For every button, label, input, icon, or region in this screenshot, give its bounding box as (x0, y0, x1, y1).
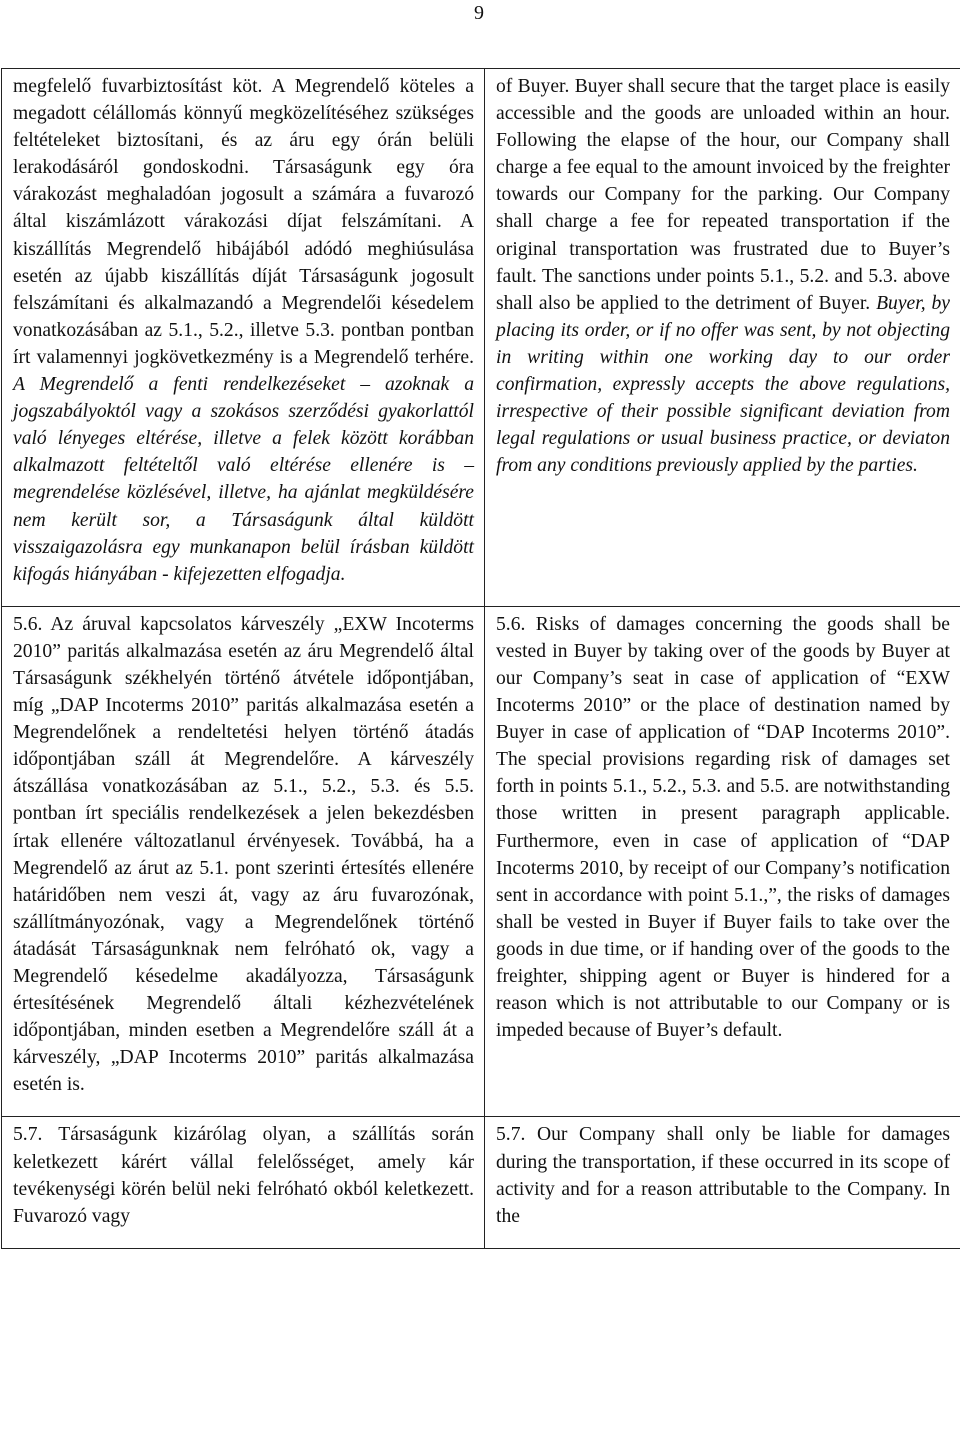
hungarian-cell (2, 1117, 485, 1248)
hungarian-paragraph (13, 611, 474, 1099)
english-paragraph (496, 611, 950, 1045)
hungarian-text: 5.7. Társaságunk kizárólag olyan, a szállítás során keletkezett kárért vállal felelősséget, amely kár tevékenységi körén belül neki felróható okból keletkezett. Fuvarozó vagy (13, 1124, 474, 1227)
english-italic-text: Buyer, by placing its order, or if no offer was sent, by not objecting in writing within one working day to our order confirmation, expressly accepts the above regulations, irrespective of their possible significant deviation from legal regulations or usual business practice, or deviaton from any conditions previously applied by the parties. (496, 292, 950, 477)
english-cell (485, 69, 960, 607)
hungarian-paragraph (13, 1121, 474, 1229)
bilingual-terms-table (1, 68, 960, 1249)
table-row (2, 1117, 960, 1248)
english-cell (485, 1117, 960, 1248)
english-text: 5.6. Risks of damages concerning the goods shall be vested in Buyer by taking over of the goods by Buyer at our Company’s seat in case of application of “EXW Incoterms 2010” or the place of destination named by Buyer in case of application of “DAP Incoterms 2010”. The special provisions regarding risk of damages set forth in points 5.1., 5.2., 5.3. and 5.5. are notwithstanding those written in present paragraph applicable. Furthermore, even in case of application of “DAP Incoterms 2010, by receipt of our Company’s notification sent in accordance with point 5.1.,”, the risks of damages shall be vested in Buyer if Buyer fails to take over the goods in due time, or if handing over of the goods to the freighter, shipping agent or Buyer is hindered for a reason which is not attributable to our Company or is impeded because of Buyer’s default. (496, 613, 950, 1042)
page-number: 9 (474, 2, 484, 24)
english-text: 5.7. Our Company shall only be liable for damages during the transportation, if these occurred in its scope of activity and for a reason attributable to the Company. In the (496, 1124, 950, 1227)
hungarian-paragraph (13, 73, 474, 588)
hungarian-italic-text: A Megrendelő a fenti rendelkezéseket – azoknak a jogszabályoktól vagy a szokásos szerződési gyakorlattól való lényeges eltérése, illetve a felek között korábban alkalmazott feltételtől való eltérése ellenére is – megrendelése közlésével, illetve, ha ajánlat megküldésére nem került sor, a Társaságunk által küldött visszaigazolásra egy munkanapon belül írásban küldött kifogás hiányában - kifejezetten elfogadja. (13, 374, 474, 585)
hungarian-cell (2, 69, 485, 607)
table-row (2, 69, 960, 607)
hungarian-text: megfelelő fuvarbiztosítást köt. A Megrendelő köteles a megadott célállomás könnyű megközelítéséhez szükséges feltételeket biztosítani, és az áru egy órán belüli lerakodásáról gondoskodni. Társaságunk egy óra várakozást meghaladóan jogosult a számára a fuvarozó által kiszámlázott várakozási díjat felszámítani. A kiszállítás Megrendelő hibájából adódó meghiúsulása esetén az újabb kiszállítás díját Társaságunk jogosult felszámítani és alkalmazandó a Megrendelői késedelem vonatkozásában az 5.1., 5.2., illetve 5.3. pontban pontban írt valamennyi jogkövetkezmény is a Megrendelő terhére. (13, 76, 474, 368)
hungarian-cell (2, 606, 485, 1117)
english-cell (485, 606, 960, 1117)
english-paragraph (496, 73, 950, 479)
english-text: of Buyer. Buyer shall secure that the target place is easily accessible and the goods are unloaded within an hour. Following the elapse of the hour, our Company shall charge a fee equal to the amount invoiced by the freighter towards our Company for the parking. Our Company shall charge a fee for repeated transportation if the original transportation was frustrated due to Buyer’s fault. The sanctions under points 5.1., 5.2. and 5.3. above shall also be applied to the detriment of Buyer. (496, 76, 950, 314)
hungarian-text: 5.6. Az áruval kapcsolatos kárveszély „EXW Incoterms 2010” paritás alkalmazása esetén az áru Megrendelő által Társaságunk székhelyén történő átvétele időpontjában, míg „DAP Incoterms 2010” paritás alkalmazása esetén a Megrendelőnek a rendeltetési helyen történő átadás időpontjában száll át Megrendelőre. A kárveszély átszállása vonatkozásában az 5.1., 5.2., 5.3. és 5.5. pontban írt speciális rendelkezések a jelen bekezdésben írtak ellenére változatlanul érvényesek. Továbbá, ha a Megrendelő az árut az 5.1. pont szerinti értesítés ellenére határidőben nem veszi át, vagy az áru fuvarozónak, szállítmányozónak, vagy a Megrendelőnek történő átadását Társaságunknak nem felróható ok, vagy a Megrendelő késedelme akadályozza, Társaságunk értesítésének Megrendelő általi kézhezvételének időpontjában, minden esetben a Megrendelőre száll át a kárveszély, „DAP Incoterms 2010” paritás alkalmazása esetén is. (13, 613, 474, 1096)
english-paragraph (496, 1121, 950, 1229)
table-row (2, 606, 960, 1117)
